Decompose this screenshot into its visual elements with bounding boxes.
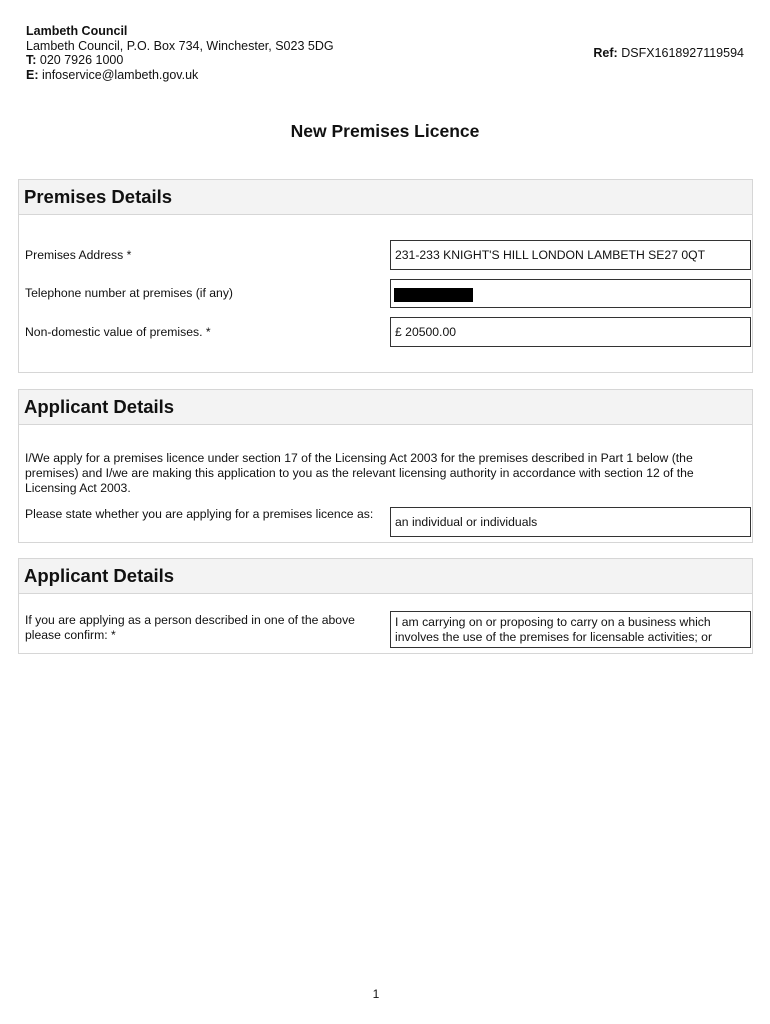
nondomestic-value-field[interactable]: £ 20500.00 <box>390 317 751 347</box>
premises-details-heading: Premises Details <box>19 180 752 215</box>
applicant-details-section-2 <box>18 558 753 654</box>
nondomestic-value-row <box>25 317 746 347</box>
applicant-confirm-label: If you are applying as a person described in one of the above please confirm: * <box>25 613 355 642</box>
applicant-type-label: Please state whether you are applying for a premises licence as: <box>25 507 374 521</box>
applicant-details-heading-1: Applicant Details <box>19 390 752 425</box>
premises-address-label: Premises Address * <box>25 248 132 262</box>
phone-number: 020 7926 1000 <box>39 53 124 68</box>
reference <box>593 46 744 60</box>
applicant-details-section-1 <box>18 389 753 543</box>
ref-number: DSFX1618927119594 <box>621 46 744 60</box>
phone-label: T: <box>26 53 37 68</box>
applicant-type-row <box>25 506 746 538</box>
applicant-details-heading-2: Applicant Details <box>19 559 752 594</box>
email-address: infoservice@lambeth.gov.uk <box>41 67 199 82</box>
applicant-confirm-field[interactable]: I am carrying on or proposing to carry on a business which involves the use of the premises for licensable activities; or <box>390 611 751 648</box>
premises-telephone-field[interactable] <box>390 279 751 308</box>
premises-telephone-row <box>25 279 746 309</box>
page-number: 1 <box>372 987 380 1001</box>
premises-details-section <box>18 179 753 373</box>
council-address: Lambeth Council, P.O. Box 734, Winchester, S023 5DG <box>26 38 334 53</box>
email-label: E: <box>26 67 39 82</box>
premises-address-field[interactable]: 231-233 KNIGHT'S HILL LONDON LAMBETH SE27 0QT <box>390 240 751 270</box>
council-email <box>26 68 334 83</box>
applicant-type-field[interactable]: an individual or individuals <box>390 507 751 537</box>
premises-telephone-label: Telephone number at premises (if any) <box>25 286 233 300</box>
document-title: New Premises Licence <box>290 121 480 141</box>
application-intro-text: I/We apply for a premises licence under section 17 of the Licensing Act 2003 for the premises described in Part 1 below (the premises) and I/we are making this application to you as the relevant licensing authority in accordance with section 12 of the Licensing Act 2003. <box>25 451 694 495</box>
council-header <box>26 24 334 82</box>
redaction-block <box>394 288 473 302</box>
applicant-confirm-row <box>25 611 746 649</box>
council-phone <box>26 53 334 68</box>
nondomestic-value-label: Non-domestic value of premises. * <box>25 325 211 339</box>
premises-address-row <box>25 240 746 272</box>
council-name: Lambeth Council <box>26 24 128 38</box>
ref-label: Ref: <box>593 46 618 60</box>
